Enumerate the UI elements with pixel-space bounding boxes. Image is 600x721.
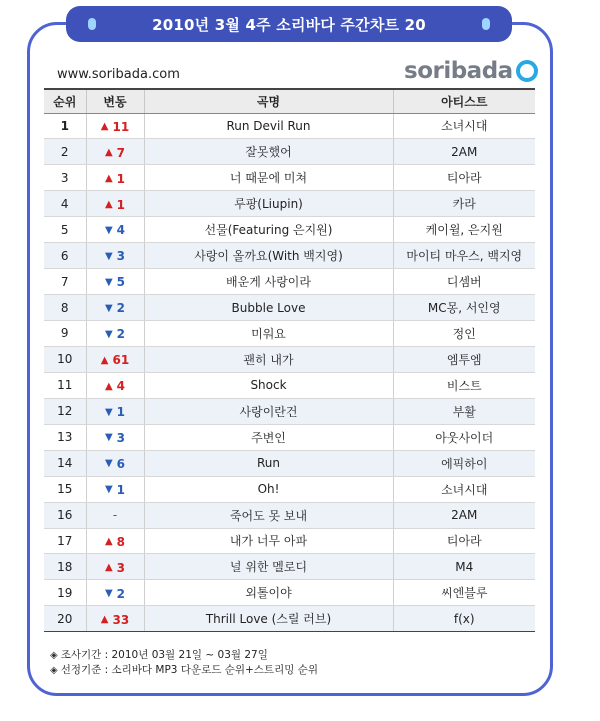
header-change: 변동 [86,89,144,113]
change-indicator [105,223,125,237]
rank-cell: 3 [44,165,86,191]
song-title-cell: 선물(Featuring 은지원) [144,217,393,243]
table-row [44,606,535,632]
change-value: 8 [116,534,126,549]
table-row [44,191,535,217]
diamond-bullet-icon: ◈ [50,665,58,676]
table-row [44,424,535,450]
table-row [44,580,535,606]
change-cell [86,424,144,450]
change-cell [86,139,144,165]
artist-cell: 티아라 [393,165,535,191]
up-arrow-icon: ▲ [100,614,109,626]
song-title-cell: Thrill Love (스릴 러브) [144,606,393,632]
tab-left-dot-icon [88,18,96,30]
rank-cell: 10 [44,346,86,372]
rank-cell: 11 [44,372,86,398]
artist-cell: f(x) [393,606,535,632]
song-title-cell: 사랑이란건 [144,398,393,424]
change-value: 6 [116,456,126,471]
change-cell [86,113,144,139]
up-arrow-icon: ▲ [104,173,113,185]
artist-cell: 비스트 [393,372,535,398]
down-arrow-icon: ▼ [104,458,113,470]
table-row [44,165,535,191]
note-criteria-text: 선정기준 : 소리바다 MP3 다운로드 순위+스트리밍 순위 [60,664,318,676]
change-value: 1 [116,171,126,186]
site-url: www.soribada.com [57,67,180,82]
artist-cell: 소녀시대 [393,113,535,139]
change-value: 1 [116,482,126,497]
table-row [44,502,535,528]
artist-cell: 티아라 [393,528,535,554]
change-value: 61 [112,353,130,368]
change-indicator [101,353,129,367]
change-value: 1 [116,405,126,420]
change-value: 3 [116,249,126,264]
change-indicator [105,483,125,497]
table-row [44,476,535,502]
tab-right-dot-icon [482,18,490,30]
soribada-logo [404,58,538,84]
change-indicator [105,561,125,575]
change-indicator [105,301,125,315]
artist-cell: 아웃사이더 [393,424,535,450]
table-row [44,113,535,139]
rank-cell: 15 [44,476,86,502]
chart-notes [50,648,318,678]
down-arrow-icon: ▼ [104,224,113,236]
song-title-cell: 죽어도 못 보내 [144,502,393,528]
change-cell [86,554,144,580]
song-title-cell: 미워요 [144,321,393,347]
rank-cell: 18 [44,554,86,580]
diamond-bullet-icon: ◈ [50,650,58,661]
up-arrow-icon: ▲ [100,121,109,133]
table-header-row [44,89,535,113]
weekly-chart-table [44,88,535,632]
table-row [44,243,535,269]
change-indicator [105,535,125,549]
table-row [44,217,535,243]
artist-cell: 에픽하이 [393,450,535,476]
rank-cell: 19 [44,580,86,606]
rank-cell: 2 [44,139,86,165]
artist-cell: 2AM [393,502,535,528]
note-criteria [50,663,318,678]
song-title-cell: 널 위한 멜로디 [144,554,393,580]
change-cell [86,580,144,606]
up-arrow-icon: ▲ [104,562,113,574]
change-value: 4 [116,379,126,394]
down-arrow-icon: ▼ [104,250,113,262]
song-title-cell: 외톨이야 [144,580,393,606]
up-arrow-icon: ▲ [100,354,109,366]
rank-cell: 6 [44,243,86,269]
artist-cell: 마이티 마우스, 백지영 [393,243,535,269]
down-arrow-icon: ▼ [104,328,113,340]
change-cell [86,165,144,191]
rank-cell: 7 [44,269,86,295]
change-indicator [105,405,125,419]
header-title: 곡명 [144,89,393,113]
change-cell [86,191,144,217]
change-value: 7 [116,145,126,160]
header-rank: 순위 [44,89,86,113]
rank-cell: 14 [44,450,86,476]
artist-cell: M4 [393,554,535,580]
change-value: 4 [116,223,126,238]
rank-cell: 20 [44,606,86,632]
down-arrow-icon: ▼ [104,302,113,314]
change-indicator [113,508,117,522]
logo-text: soribada [404,58,513,84]
song-title-cell: 잘못했어 [144,139,393,165]
change-cell [86,528,144,554]
change-cell [86,269,144,295]
table-row [44,398,535,424]
table-row [44,346,535,372]
change-cell [86,398,144,424]
change-value: 11 [112,119,130,134]
rank-cell: 5 [44,217,86,243]
artist-cell: 케이윌, 은지원 [393,217,535,243]
down-arrow-icon: ▼ [104,406,113,418]
up-arrow-icon: ▲ [104,147,113,159]
change-indicator [101,120,129,134]
table-row [44,139,535,165]
change-cell [86,606,144,632]
table-row [44,295,535,321]
header-artist: 아티스트 [393,89,535,113]
change-value: 3 [116,430,126,445]
artist-cell: 엠투엠 [393,346,535,372]
chart-title-tab [66,6,512,42]
table-row [44,528,535,554]
note-period [50,648,318,663]
change-indicator [105,457,125,471]
rank-cell: 1 [44,113,86,139]
rank-cell: 17 [44,528,86,554]
table-row [44,450,535,476]
song-title-cell: Run Devil Run [144,113,393,139]
change-cell [86,346,144,372]
song-title-cell: 내가 너무 아파 [144,528,393,554]
table-body [44,113,535,632]
change-indicator [105,327,125,341]
artist-cell: MC몽, 서인영 [393,295,535,321]
song-title-cell: Run [144,450,393,476]
song-title-cell: 주변인 [144,424,393,450]
table-row [44,372,535,398]
change-value: 3 [116,560,126,575]
rank-cell: 13 [44,424,86,450]
down-arrow-icon: ▼ [104,588,113,600]
change-cell [86,502,144,528]
rank-cell: 12 [44,398,86,424]
artist-cell: 부활 [393,398,535,424]
up-arrow-icon: ▲ [104,536,113,548]
change-value: 33 [112,612,130,627]
song-title-cell: Oh! [144,476,393,502]
artist-cell: 씨엔블루 [393,580,535,606]
change-value: 2 [116,327,126,342]
artist-cell: 정인 [393,321,535,347]
change-value: 5 [116,275,126,290]
chart-title: 2010년 3월 4주 소리바다 주간차트 20 [152,15,426,34]
song-title-cell: 괜히 내가 [144,346,393,372]
change-indicator [105,587,125,601]
table-row [44,554,535,580]
change-indicator [105,431,125,445]
change-value: 2 [116,301,126,316]
table-row [44,321,535,347]
song-title-cell: 배운게 사랑이라 [144,269,393,295]
artist-cell: 카라 [393,191,535,217]
change-cell [86,217,144,243]
change-cell [86,450,144,476]
rank-cell: 16 [44,502,86,528]
down-arrow-icon: ▼ [104,276,113,288]
down-arrow-icon: ▼ [104,484,113,496]
up-arrow-icon: ▲ [104,380,113,392]
song-title-cell: Shock [144,372,393,398]
change-indicator [105,198,125,212]
change-cell [86,372,144,398]
change-indicator [101,613,129,627]
song-title-cell: Bubble Love [144,295,393,321]
change-indicator [105,275,125,289]
rank-cell: 4 [44,191,86,217]
rank-cell: 9 [44,321,86,347]
change-cell [86,243,144,269]
artist-cell: 디셈버 [393,269,535,295]
change-value: - [112,508,118,523]
change-cell [86,476,144,502]
song-title-cell: 너 때문에 미쳐 [144,165,393,191]
up-arrow-icon: ▲ [104,199,113,211]
down-arrow-icon: ▼ [104,432,113,444]
change-value: 1 [116,197,126,212]
change-indicator [105,379,125,393]
song-title-cell: 사랑이 올까요(With 백지영) [144,243,393,269]
change-indicator [105,172,125,186]
logo-ring-icon [516,60,538,82]
change-indicator [105,146,125,160]
table-row [44,269,535,295]
song-title-cell: 루팡(Liupin) [144,191,393,217]
rank-cell: 8 [44,295,86,321]
change-indicator [105,249,125,263]
change-value: 2 [116,586,126,601]
change-cell [86,321,144,347]
artist-cell: 소녀시대 [393,476,535,502]
change-cell [86,295,144,321]
artist-cell: 2AM [393,139,535,165]
note-period-text: 조사기간 : 2010년 03월 21일 ~ 03월 27일 [60,649,268,661]
